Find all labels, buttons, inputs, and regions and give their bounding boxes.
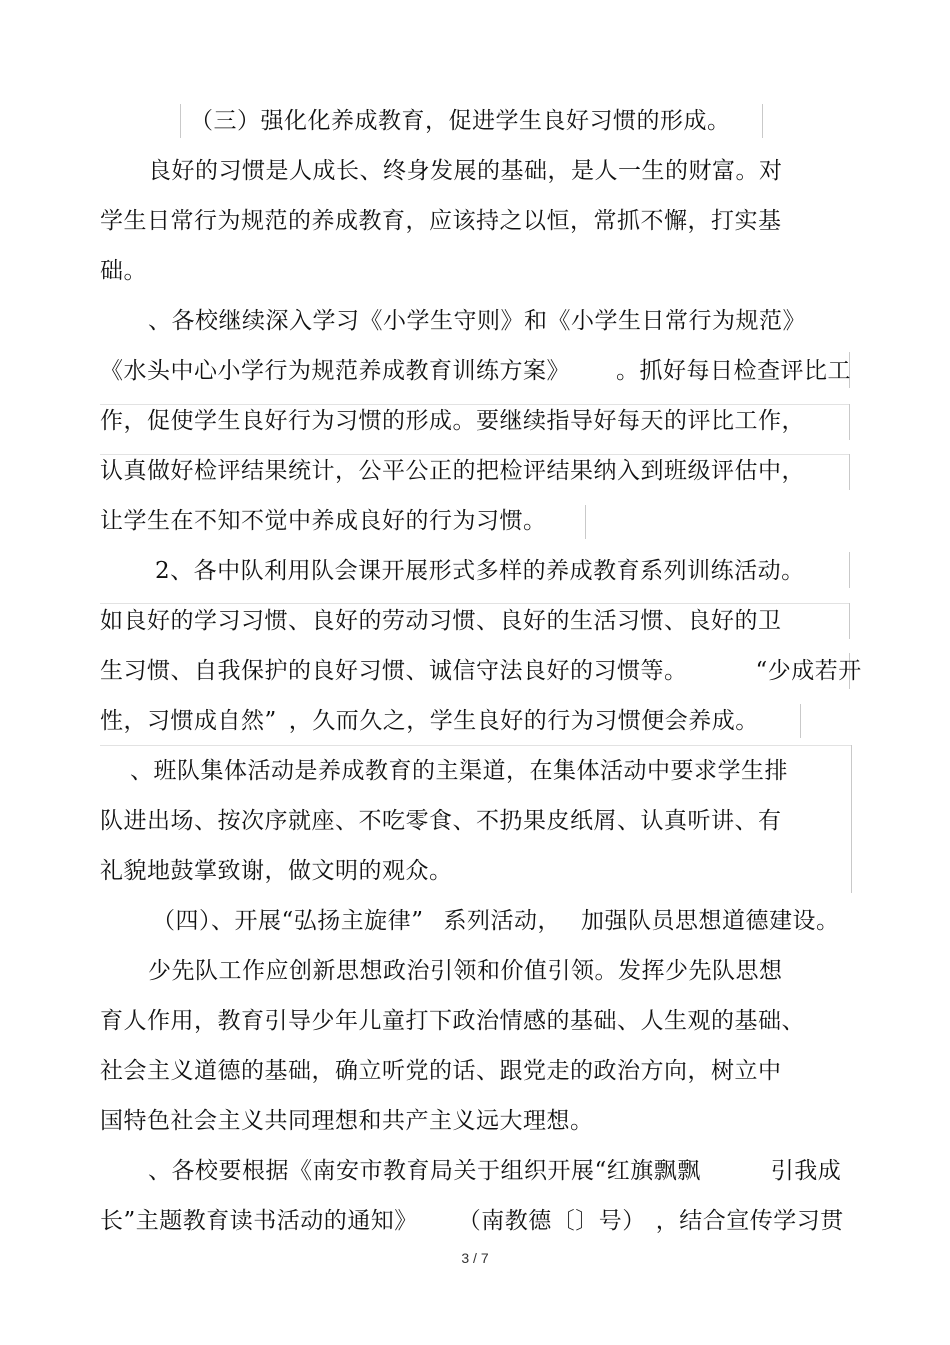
- paragraph-line: 认真做好检评结果统计，公平公正的把检评结果纳入到班级评估中，: [100, 458, 805, 484]
- paragraph-line: 作，促使学生良好行为习惯的形成。要继续指导好每天的评比工作，: [100, 408, 805, 434]
- text-segment: （四）、开展“弘扬主旋律”: [152, 908, 424, 934]
- page-number: 3 / 7: [461, 1250, 489, 1266]
- text-segment: ，结合宣传学习贯: [655, 1208, 844, 1234]
- section-heading: （三）强化化养成教育，促进学生良好习惯的形成。: [190, 108, 731, 134]
- text-segment: 。抓好每日检查评比工: [616, 358, 851, 384]
- rule-artifact: [100, 745, 852, 746]
- text-segment: 生习惯、自我保护的良好习惯、诚信守法良好的习惯等。: [100, 658, 688, 684]
- rule-artifact: [849, 552, 850, 588]
- paragraph-line: 、各校继续深入学习《小学生守则》和《小学生日常行为规范》: [148, 308, 806, 334]
- paragraph-line: 礼貌地鼓掌致谢，做文明的观众。: [100, 858, 453, 884]
- paragraph-line: [100, 656, 862, 686]
- rule-artifact: [100, 603, 850, 604]
- text-segment: 《水头中心小学行为规范养成教育训练方案》: [100, 358, 570, 384]
- text-segment: 性，习惯成自然”: [100, 708, 277, 734]
- text-segment: 、各校要根据《南安市教育局关于组织开展“红旗飘飘: [148, 1158, 701, 1184]
- text-segment: “少成若开: [755, 658, 862, 684]
- paragraph-line: 让学生在不知不觉中养成良好的行为习惯。: [100, 508, 547, 534]
- text-segment: 长”主题教育读书活动的通知》: [100, 1208, 418, 1234]
- text-segment: 加强队员思想道德建设。: [581, 908, 840, 934]
- rule-artifact: [849, 603, 850, 639]
- rule-artifact: [100, 404, 850, 405]
- section-heading: [152, 906, 840, 936]
- paragraph-line: [100, 1206, 844, 1236]
- paragraph-line: [100, 706, 759, 736]
- rule-artifact: [180, 104, 181, 138]
- rule-artifact: [849, 454, 850, 490]
- text-segment: （南教德〔〕号）: [457, 1208, 646, 1234]
- paragraph-line: 少先队工作应创新思想政治引领和价值引领。发挥少先队思想: [148, 958, 783, 984]
- paragraph-line: 育人作用，教育引导少年儿童打下政治情感的基础、人生观的基础、: [100, 1008, 805, 1034]
- rule-artifact: [762, 104, 763, 138]
- paragraph-line: [100, 356, 851, 386]
- paragraph-line: 、班队集体活动是养成教育的主渠道，在集体活动中要求学生排: [130, 758, 788, 784]
- rule-artifact: [585, 505, 586, 539]
- text-segment: 系列活动，: [443, 908, 562, 934]
- paragraph-line: 社会主义道德的基础，确立听党的话、跟党走的政治方向，树立中: [100, 1058, 782, 1084]
- paragraph-line: [148, 1156, 841, 1186]
- rule-artifact: [100, 454, 850, 455]
- paragraph-line: 2、各中队利用队会课开展形式多样的养成教育系列训练活动。: [155, 558, 805, 584]
- rule-artifact: [849, 404, 850, 440]
- paragraph-line: 学生日常行为规范的养成教育，应该持之以恒，常抓不懈，打实基: [100, 208, 782, 234]
- text-segment: ，久而久之，学生良好的行为习惯便会养成。: [288, 708, 759, 734]
- rule-artifact: [800, 704, 801, 738]
- text-segment: 引我成: [770, 1158, 842, 1184]
- paragraph-line: 础。: [100, 258, 147, 284]
- paragraph-line: 如良好的学习习惯、良好的劳动习惯、良好的生活习惯、良好的卫: [100, 608, 782, 634]
- paragraph-line: 良好的习惯是人成长、终身发展的基础，是人一生的财富。对: [148, 158, 783, 184]
- paragraph-line: 队进出场、按次序就座、不吃零食、不扔果皮纸屑、认真听讲、有: [100, 808, 782, 834]
- rule-artifact: [851, 745, 852, 893]
- paragraph-line: 国特色社会主义共同理想和共产主义远大理想。: [100, 1108, 594, 1134]
